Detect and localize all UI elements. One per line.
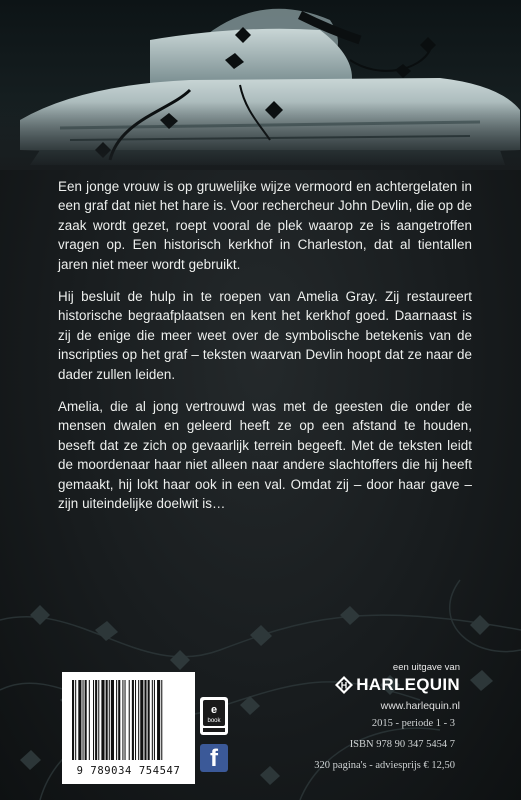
- detail-line: ISBN 978 90 347 5454 7: [349, 739, 455, 750]
- publisher-tagline: een uitgave van: [392, 662, 460, 673]
- facebook-letter: f: [210, 745, 218, 772]
- harlequin-diamond-icon: [334, 675, 354, 695]
- description-paragraph: Amelia, die al jong vertrouwd was met de geesten die onder de mensen dwalen en geleerd heeft ze op een afstand te houden, beseft dat ze zich op gevaarlijk terrein begeeft. Met de teksten leidt de moordenaar haar niet alleen naar andere slachtoffers die hij heeft gemaakt, hij lokt haar ook in een val. Omdat zij – door haar gave – zijn uiteindelijke doelwit is…: [58, 399, 472, 512]
- isbn-barcode: [62, 672, 195, 784]
- svg-text:book: book: [207, 718, 221, 724]
- publisher-url: www.harlequin.nl: [380, 700, 460, 712]
- publication-details: [290, 713, 455, 776]
- svg-text:H: H: [340, 680, 348, 691]
- publisher-block: [300, 662, 460, 712]
- detail-line: 320 pagina's - adviesprijs € 12,50: [314, 760, 455, 771]
- publisher-logo: [334, 675, 460, 695]
- barcode-bars: [70, 680, 187, 762]
- description-paragraph: Een jonge vrouw is op gruwelijke wijze vermoord en achtergelaten in een graf dat niet het hare is. Voor rechercheur John Devlin, die op de zaak wordt gezet, roept vooral de plek waarop ze is aangetroffen vragen op. Een historisch kerkhof in Charleston, dat al tientallen jaren niet meer wordt gebruikt.: [58, 179, 472, 272]
- ebook-icon: [200, 697, 228, 735]
- publisher-name: HARLEQUIN: [356, 675, 460, 694]
- facebook-icon: [200, 744, 228, 772]
- svg-text:e: e: [210, 704, 218, 716]
- description-paragraph: Hij besluit de hulp in te roepen van Amelia Gray. Zij restaureert historische begraafplaatsen en kent het kerkhof goed. Daarnaast is zij de enige die meer weet over de symbolische betekenis van de inscripties op het graf – teksten waarvan Devlin hoopt dat ze naar de dader zullen leiden.: [58, 289, 472, 382]
- angel-statue-photo: [0, 0, 521, 170]
- book-description: [58, 177, 472, 527]
- detail-line: 2015 - periode 1 - 3: [371, 718, 455, 729]
- barcode-digits: 9 789034 754547: [76, 765, 181, 777]
- ebook-badge: [200, 697, 228, 735]
